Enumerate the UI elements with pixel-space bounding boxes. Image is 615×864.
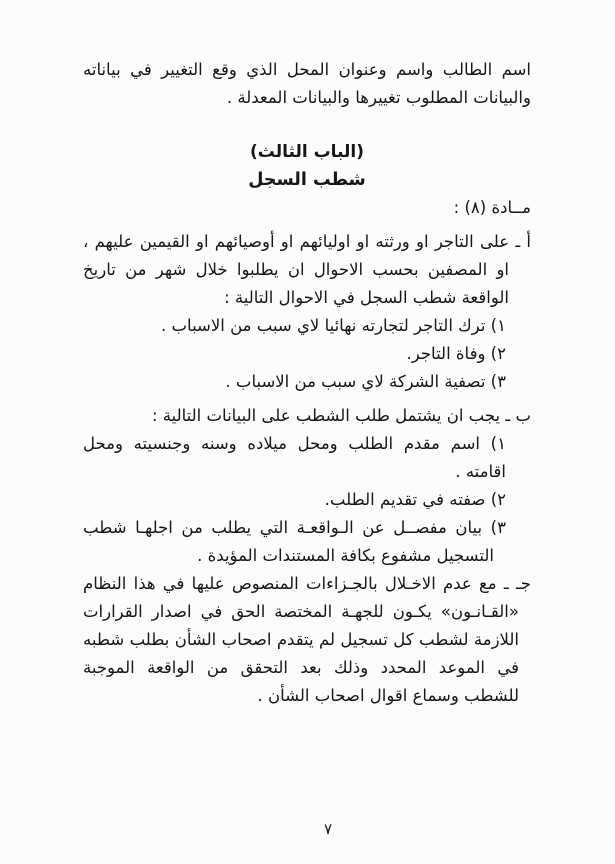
clause-a-item-2: ٢) وفاة التاجر. [406, 344, 506, 363]
article-number-label: مــادة (٨) : [453, 198, 531, 217]
clause-a [83, 228, 531, 312]
clause-b-item-2: ٢) صفته في تقديم الطلب. [324, 490, 506, 509]
clause-b-item-1: ١) اسم مقدم الطلب ومحل ميلاده وسنه وجنسيته ومحل اقامته . [83, 434, 506, 481]
clause-b-text: يجب ان يشتمل طلب الشطب على البيانات التالية : [151, 406, 501, 425]
intro-paragraph: اسم الطالب واسم وعنوان المحل الذي وقع التغيير في بياناته والبيانات المطلوب تغييرها والبيانات المعدلة . [83, 60, 531, 107]
clause-b [83, 402, 531, 430]
chapter-title: شطب السجل [248, 170, 366, 190]
page-number: ٧ [324, 820, 333, 838]
chapter-heading: (الباب الثالث) [250, 142, 364, 162]
clause-a-item-1: ١) ترك التاجر لتجارته نهائيا لاي سبب من الاسباب . [161, 316, 506, 335]
clause-j [83, 570, 531, 710]
clause-a-marker: أ ـ [515, 232, 531, 251]
clause-a-text: على التاجر او ورثته او اوليائهم او أوصيائهم او القيمين عليهم ، او المصفين بحسب الاحوال ان يطلبوا خلال شهر من تاريخ الواقعة شطب السجل في الاحوال التالية : [83, 232, 510, 307]
clause-b-item-3: ٣) بيان مفصــل عن الـواقعـة التي يطلب من اجلهـا شطب التسجيل مشفوع بكافة المستندات المؤيدة . [83, 518, 506, 565]
chapter-heading-block [83, 138, 531, 194]
page-content [83, 56, 531, 710]
clause-b-marker: ب ـ [505, 406, 531, 425]
clause-a-item-3: ٣) تصفية الشركة لاي سبب من الاسباب . [225, 372, 506, 391]
clause-j-marker: جـ ـ [503, 574, 531, 593]
clause-j-text: مع عدم الاخـلال بالجـزاءات المنصوص عليها في هذا النظام «القـانـون» يكـون للجهـة المختصة الحق في اصدار القرارات اللازمة لشطب كل تسجيل لم يتقدم اصحاب الشأن بطلب شطبه في الموعد المحدد وذلك بعد التحقق من الواقعة الموجبة للشطب وسماع اقوال اصحاب الشأن . [83, 574, 519, 705]
